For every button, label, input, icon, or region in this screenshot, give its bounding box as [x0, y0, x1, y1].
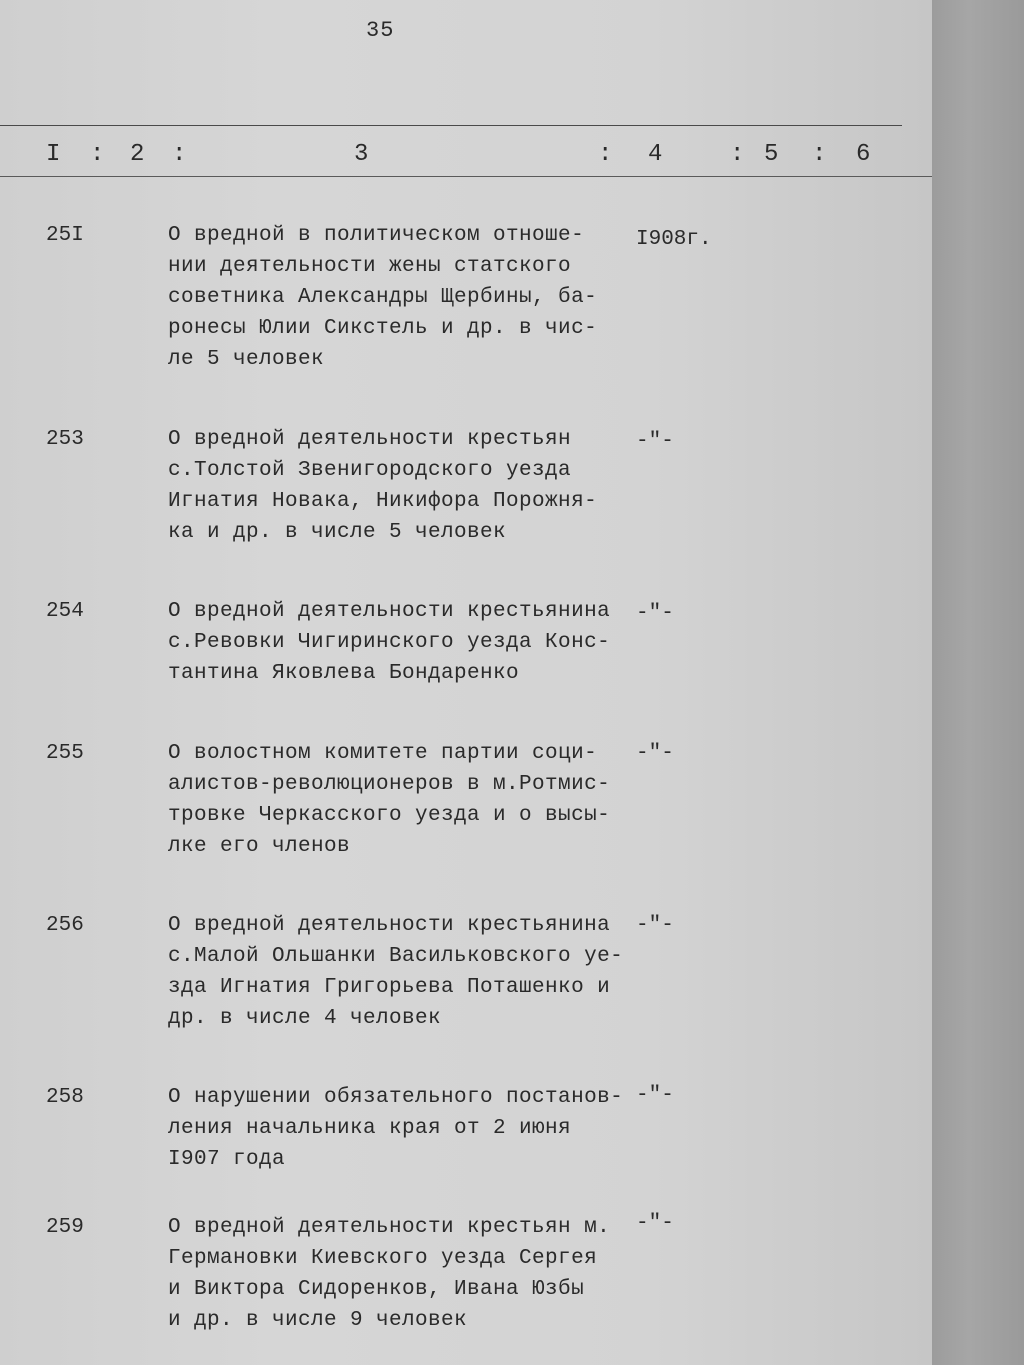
entry-description: О вредной деятельности крестьян с.Толстой Звенигородского уезда Игнатия Новака, Никифора Порожня- ка и др. в числе 5 человек — [168, 428, 598, 544]
column-separator: : — [172, 141, 187, 168]
entry-number: 258 — [46, 1086, 84, 1109]
column-separator: : — [90, 141, 105, 168]
column-separator: : — [730, 141, 745, 168]
entry-description: О вредной деятельности крестьян м. Германовки Киевского уезда Сергея и Виктора Сидоренков, Ивана Юзбы и др. в числе 9 человек — [168, 1216, 611, 1332]
entry-date: -"- — [636, 602, 674, 625]
entry-number: 256 — [46, 914, 84, 937]
column-header-1: I — [46, 141, 61, 168]
entry-date: I908г. — [636, 228, 712, 251]
entry-date: -"- — [636, 430, 674, 453]
column-header-4: 4 — [648, 141, 663, 168]
column-header-6: 6 — [856, 141, 871, 168]
entry-date: -"- — [636, 914, 674, 937]
entry-date: -"- — [636, 1212, 674, 1235]
header-bottom-rule — [0, 176, 932, 177]
entry-description: О волостном комитете партии соци- алистов-революционеров в м.Ротмис- тровке Черкасского уезда и о высы- лке его членов — [168, 742, 611, 858]
adjacent-page-edge — [932, 0, 1024, 1365]
entry-description: О вредной деятельности крестьянина с.Ревовки Чигиринского уезда Конс- тантина Яковлева Бондаренко — [168, 600, 611, 685]
entry-number: 254 — [46, 600, 84, 623]
entry-date: -"- — [636, 742, 674, 765]
header-top-rule — [0, 125, 902, 126]
entry-date: -"- — [636, 1084, 674, 1107]
column-header-2: 2 — [130, 141, 145, 168]
column-separator: : — [598, 141, 613, 168]
entry-number: 253 — [46, 428, 84, 451]
column-header-3: 3 — [354, 141, 369, 168]
column-separator: : — [812, 141, 827, 168]
entry-description: О вредной деятельности крестьянина с.Малой Ольшанки Васильковского уе- зда Игнатия Григорьева Поташенко и др. в числе 4 человек — [168, 914, 624, 1030]
entry-number: 25I — [46, 224, 84, 247]
entry-description: О нарушении обязательного постанов- ления начальника края от 2 июня I907 года — [168, 1086, 624, 1171]
entry-number: 259 — [46, 1216, 84, 1239]
column-header-5: 5 — [764, 141, 779, 168]
page-number: 35 — [366, 18, 395, 43]
entry-description: О вредной в политическом отноше- нии деятельности жены статского советника Александры Щербины, ба- ронесы Юлии Сикстель и др. в чис- ле 5 человек — [168, 224, 598, 371]
entry-number: 255 — [46, 742, 84, 765]
